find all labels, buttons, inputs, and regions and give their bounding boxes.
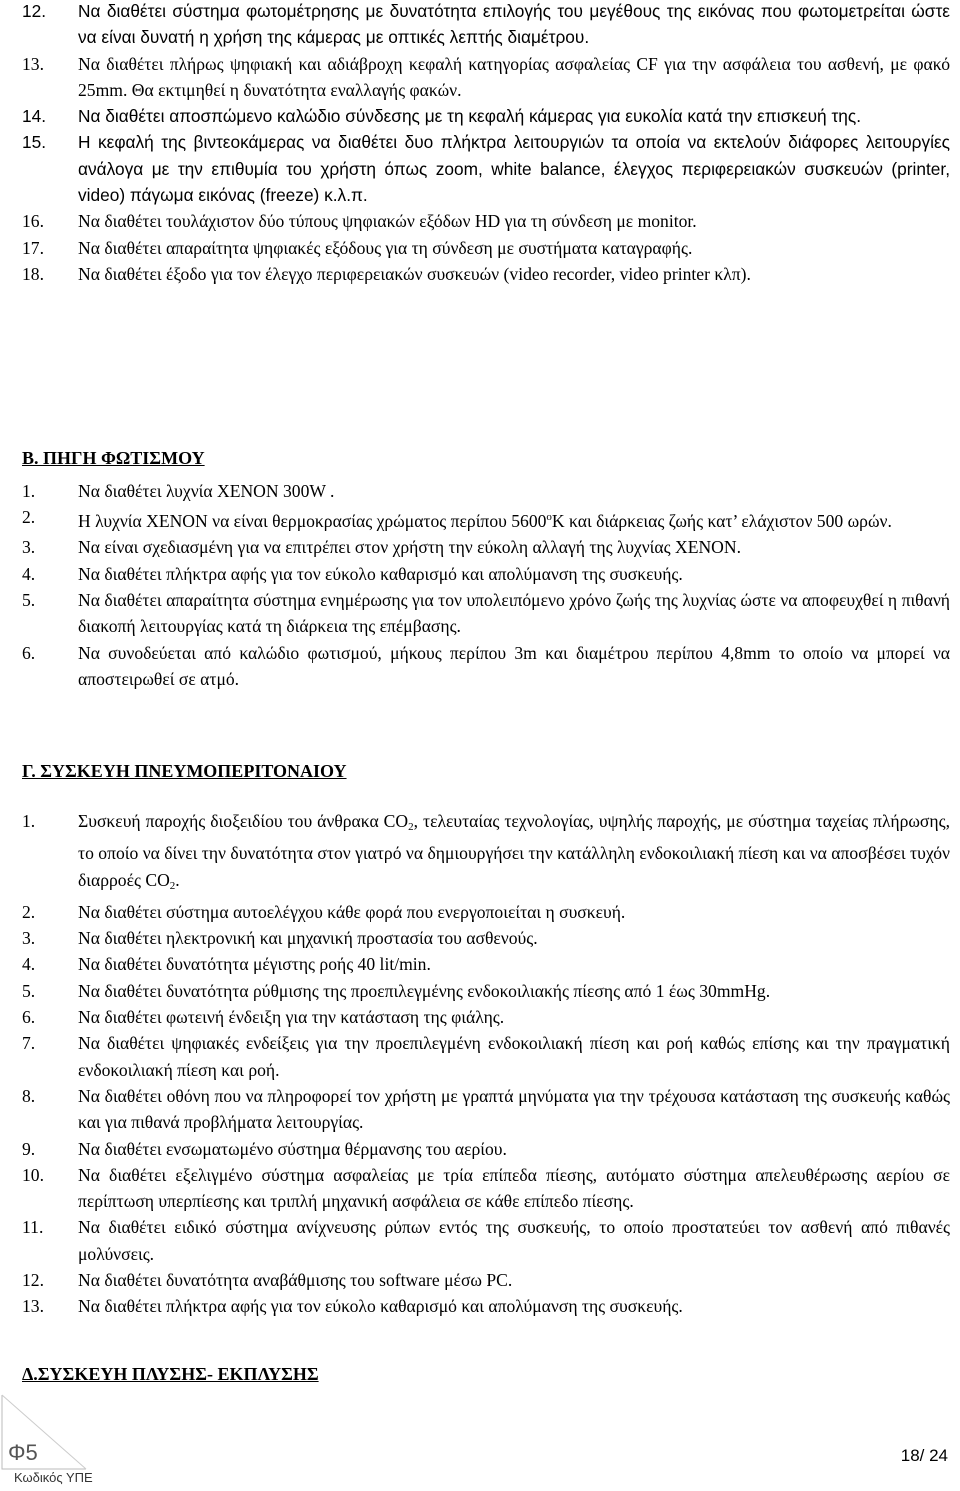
camera-spec-list [0,0,960,287]
list-item: 5. Να διαθέτει δυνατότητα ρύθμισης της προεπιλεγμένης ενδοκοιλιακής πίεσης από 1 έως 30mmHg. [22,980,771,1001]
list-item: 6. Να συνοδεύεται από καλώδιο φωτισμού, μήκους περίπου 3m και διαμέτρου περίπου 4,8mm το οποίο να μπορεί να αποστειρωθεί σε ατμό. [22,642,950,689]
list-item: 12. Να διαθέτει σύστημα φωτομέτρησης με δυνατότητα επιλογής του μεγέθους της εικόνας που φωτομετρείται ώστε να είναι δυνατή η χρήση της κάμερας με οπτικές λεπτής διαμέτρου. [22,1,950,48]
insufflator-list [0,808,960,1320]
list-item: 7. Να διαθέτει ψηφιακές ενδείξεις για την προεπιλεγμένη ενδοκοιλιακή πίεση και ροή καθώς επίσης και την πραγματική ενδοκοιλιακή πίεση και ροή. [22,1033,950,1080]
light-source-list [0,478,960,692]
list-item: 16. Να διαθέτει τουλάχιστον δύο τύπους ψηφιακών εξόδων HD για τη σύνδεση με monitor. [22,211,697,232]
list-item: 11. Να διαθέτει ειδικό σύστημα ανίχνευσης ρύπων εντός της συσκευής, το οποίο προστατεύει τον ασθενή από πιθανές μολύνσεις. [22,1217,950,1264]
list-item: 4. Να διαθέτει πλήκτρα αφής για τον εύκολο καθαρισμό και απολύμανση της συσκευής. [22,563,683,584]
list-item: 17. Να διαθέτει απαραίτητα ψηφιακές εξόδους για τη σύνδεση με συστήματα καταγραφής. [22,237,693,258]
list-item: 4. Να διαθέτει δυνατότητα μέγιστης ροής 40 lit/min. [22,954,431,975]
list-item: 15. Η κεφαλή της βιντεοκάμερας να διαθέτει δυο πλήκτρα λειτουργιών τα οποία να εκτελούν διάφορες λειτουργίες ανάλογα με την επιθυμία του χρήστη όπως zoom, white balance, έλεγχος περιφερειακών συσκευών (printer, video) πάγωμα εικόνας (freeze) κ.λ.π. [22,132,950,206]
list-item: 5. Να διαθέτει απαραίτητα σύστημα ενημέρωσης για τον υπολειπόμενο χρόνο ζωής της λυχνίας ώστε να αποφευχθεί η πιθανή διακοπή λειτουργίας κατά τη διάρκεια της επέμβασης. [22,590,950,637]
list-item: 13. Να διαθέτει πλήρως ψηφιακή και αδιάβροχη κεφαλή κατηγορίας ασφαλείας CF για την ασφάλεια του ασθενή, με φακό 25mm. Θα εκτιμηθεί η δυνατότητα εναλλαγής φακών. [22,53,950,100]
list-item: 12. Να διαθέτει δυνατότητα αναβάθμισης του software μέσω PC. [22,1270,513,1291]
section-heading-light-source: Β. ΠΗΓΗ ΦΩΤΙΣΜΟΥ [22,448,205,468]
list-item: 10. Να διαθέτει εξελιγμένο σύστημα ασφαλείας με τρία επίπεδα πίεσης, αυτόματο σύστημα απελευθέρωσης αερίου σε περίπτωση υπερπίεσης και τριπλή μηχανική ασφάλεια σε κάθε επίπεδο πίεσης. [22,1164,950,1212]
list-item: 2. Η λυχνία XENON να είναι θερμοκρασίας χρώματος περίπου $5600^oK$ και διάρκειας ζωής κατ’ ελάχιστον 500 ωρών. [22,507,892,532]
list-item: 3. Να είναι σχεδιασμένη για να επιτρέπει στον χρήστη την εύκολη αλλαγή της λυχνίας XENON. [22,537,741,558]
footer-label: Φ5 [8,1440,38,1465]
list-item: 14. Να διαθέτει αποσπώμενο καλώδιο σύνδεσης με τη κεφαλή κάμερας για ευκολία κατά την επισκευή της. [22,106,862,127]
list-item: 3. Να διαθέτει ηλεκτρονική και μηχανική προστασία του ασθενούς. [22,928,538,949]
list-item: 9. Να διαθέτει ενσωματωμένο σύστημα θέρμανσης του αερίου. [22,1138,507,1159]
list-item: 13. Να διαθέτει πλήκτρα αφής για τον εύκολο καθαρισμό και απολύμανση της συσκευής. [22,1296,683,1317]
list-item: 2. Να διαθέτει σύστημα αυτοελέγχου κάθε φορά που ενεργοποιείται η συσκευή. [22,901,626,922]
list-item: 18. Να διαθέτει έξοδο για τον έλεγχο περιφερειακών συσκευών (video recorder, video printer κλπ). [22,263,751,284]
footer-code-label: Κωδικός ΥΠΕ [14,1470,93,1485]
list-item: 1. Να διαθέτει λυχνία XENON 300W . [22,481,335,501]
page-number: 18/ 24 [900,1446,948,1465]
insufflator-items [0,808,960,1320]
camera-spec-items [0,0,960,287]
list-item: 6. Να διαθέτει φωτεινή ένδειξη για την κατάσταση της φιάλης. [22,1007,505,1028]
list-item: 8. Να διαθέτει οθόνη που να πληροφορεί τον χρήστη με γραπτά μηνύματα για την τρέχουσα κατάσταση της συσκευής καθώς και για πιθανά προβλήματα λειτουργίας. [22,1085,950,1133]
light-source-items [0,478,960,692]
list-item: 1. Συσκευή παροχής διοξειδίου του άνθρακα $CO_2$, τελευταίας τεχνολογίας, υψηλής παροχής, με σύστημα ταχείας πλήρωσης, το οποίο να δίνει την δυνατότητα στον γιατρό να δημιουργήσει την κατάλληλη ενδοκοιλιακή πίεση και να αποσβέσει τυχόν διαρροές $CO_2$. [22,811,950,892]
section-heading-irrigation: Δ.ΣΥΣΚΕΥΗ ΠΛΥΣΗΣ- ΕΚΠΛΥΣΗΣ [22,1364,319,1384]
section-heading-insufflator: Γ. ΣΥΣΚΕΥΗ ΠΝΕΥΜΟΠΕΡΙΤΟΝΑΙΟΥ [22,761,347,781]
